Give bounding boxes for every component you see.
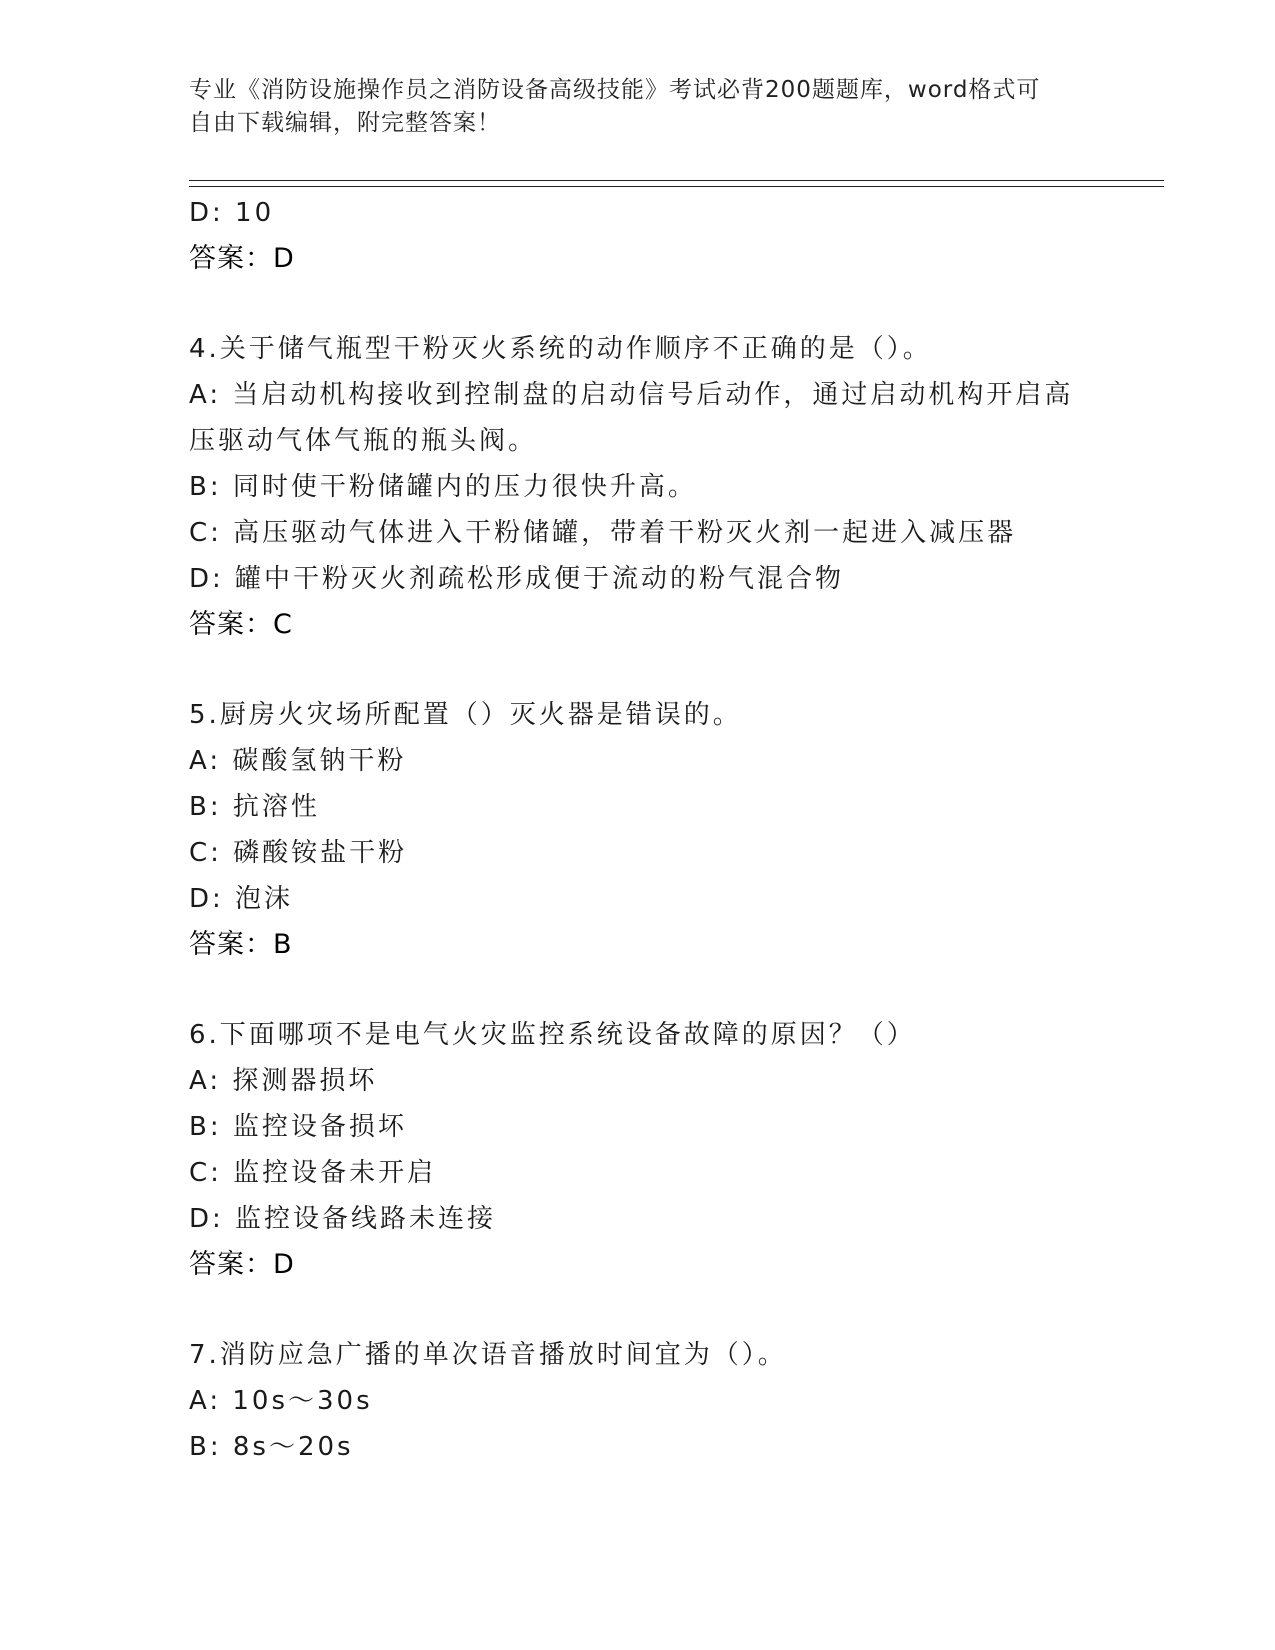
answer: 答案：C (189, 609, 293, 640)
option-b: B: 监控设备损坏 (189, 1112, 407, 1142)
option-d: D: 罐中干粉灭火剂疏松形成便于流动的粉气混合物 (189, 564, 845, 594)
spacer (189, 1288, 1169, 1332)
answer: 答案：D (189, 243, 295, 274)
question-stem: 7.消防应急广播的单次语音播放时间宜为（）。 (189, 1340, 787, 1370)
option-d: D: 10 (189, 198, 275, 228)
option-a: A: 探测器损坏 (189, 1066, 378, 1096)
question-block-7 (189, 1332, 1169, 1470)
header-line-2: 自由下载编辑，附完整答案！ (189, 110, 501, 136)
option-a: A: 10s～30s (189, 1386, 373, 1416)
question-stem: 6.下面哪项不是电气火灾监控系统设备故障的原因？（） (189, 1020, 916, 1050)
document-content (189, 190, 1169, 1470)
page-header (189, 74, 1089, 140)
option-b: B: 8s～20s (189, 1432, 354, 1462)
question-block-6 (189, 1012, 1169, 1288)
answer: 答案：B (189, 929, 293, 960)
spacer (189, 648, 1169, 692)
option-a-continued: 压驱动气体气瓶的瓶头阀。 (189, 426, 538, 456)
option-d: D: 泡沫 (189, 884, 294, 914)
question-stem: 5.厨房火灾场所配置（）灭火器是错误的。 (189, 700, 742, 730)
option-c: C: 高压驱动气体进入干粉储罐，带着干粉灭火剂一起进入减压器 (189, 518, 1017, 548)
option-b: B: 同时使干粉储罐内的压力很快升高。 (189, 472, 697, 502)
question-block-5 (189, 692, 1169, 968)
answer: 答案：D (189, 1249, 295, 1280)
option-b: B: 抗溶性 (189, 792, 320, 822)
option-d: D: 监控设备线路未连接 (189, 1204, 497, 1234)
header-line-1: 专业《消防设施操作员之消防设备高级技能》考试必背200题题库，word格式可 (189, 77, 1041, 103)
header-divider (189, 180, 1164, 187)
spacer (189, 968, 1169, 1012)
option-a: A: 碳酸氢钠干粉 (189, 746, 407, 776)
question-block-4 (189, 326, 1169, 648)
question-stem: 4.关于储气瓶型干粉灭火系统的动作顺序不正确的是（）。 (189, 334, 932, 364)
option-c: C: 磷酸铵盐干粉 (189, 838, 408, 868)
spacer (189, 282, 1169, 326)
option-a: A: 当启动机构接收到控制盘的启动信号后动作，通过启动机构开启高 (189, 380, 1074, 410)
option-c: C: 监控设备未开启 (189, 1158, 437, 1188)
